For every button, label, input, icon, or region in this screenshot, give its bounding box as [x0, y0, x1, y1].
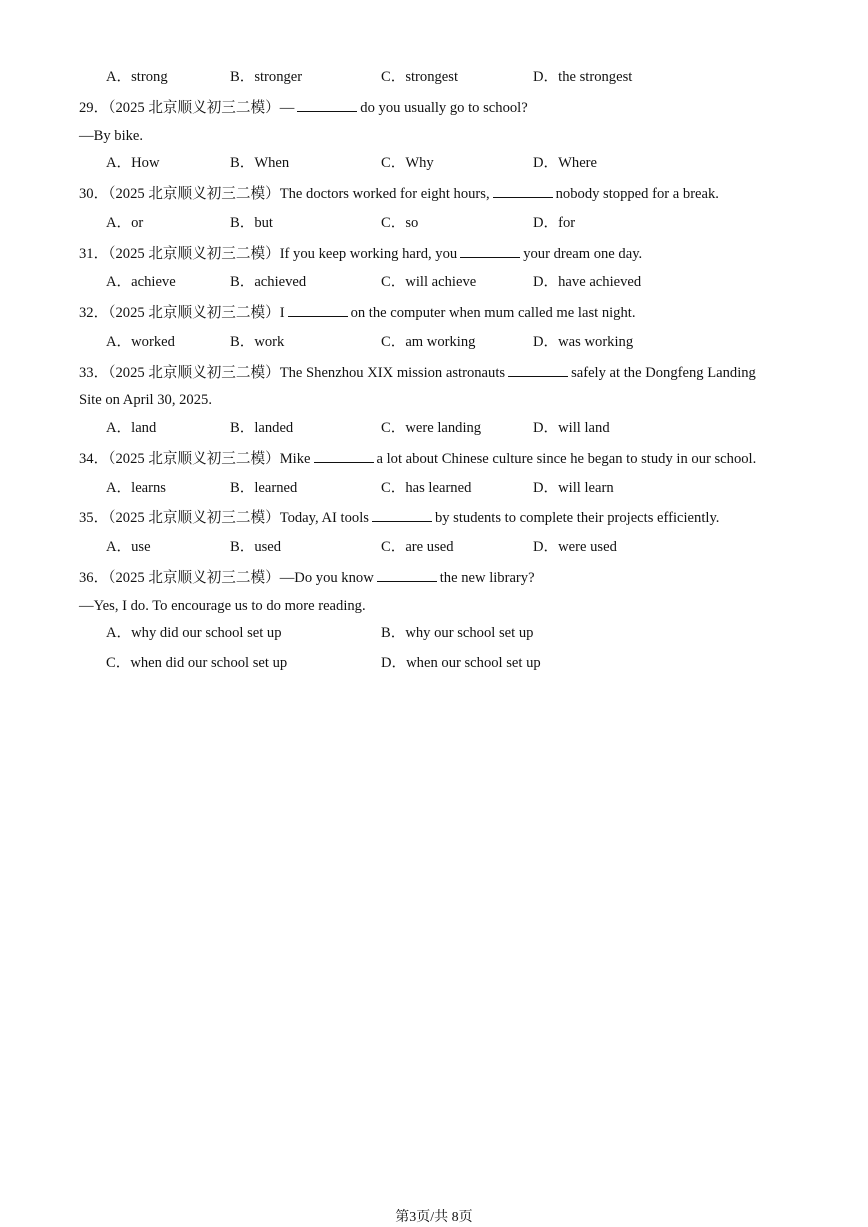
option-a: A．or — [106, 215, 144, 231]
option-c: C．strongest — [381, 69, 459, 85]
option-c: C．will achieve — [381, 274, 477, 290]
question-number: 34． — [79, 451, 109, 467]
question-33 — [79, 363, 756, 382]
question-text-after: nobody stopped for a break. — [555, 186, 719, 202]
question-text-after: safely at the Dongfeng Landing — [571, 365, 756, 381]
question-32 — [79, 303, 635, 322]
question-number: 31． — [79, 246, 109, 262]
answer-blank — [288, 303, 348, 317]
question-source: （2025 北京顺义初三二模） — [108, 510, 280, 526]
question-source: （2025 北京顺义初三二模） — [108, 305, 280, 321]
option-d: D．have achieved — [533, 274, 642, 290]
answer-blank — [377, 568, 437, 582]
question-text-before: If you keep working hard, you — [279, 246, 458, 262]
option-c: C．when did our school set up — [106, 655, 288, 671]
question-source: （2025 北京顺义初三二模） — [108, 186, 280, 202]
option-d: D．Where — [533, 155, 598, 171]
option-a: A．learns — [106, 480, 166, 496]
option-d: D．was working — [533, 334, 634, 350]
option-a: A．worked — [106, 334, 175, 350]
answer-blank — [460, 244, 520, 258]
page-footer: 第3页/共 8页 — [395, 1210, 473, 1225]
option-c: C．am working — [381, 334, 476, 350]
question-29-continuation: —By bike. — [79, 128, 144, 144]
option-d: D．will learn — [533, 480, 614, 496]
question-source: （2025 北京顺义初三二模） — [108, 570, 280, 586]
question-text-before: — — [279, 100, 295, 116]
option-b: B．learned — [230, 480, 298, 496]
question-source: （2025 北京顺义初三二模） — [108, 365, 280, 381]
question-text-after: your dream one day. — [523, 246, 643, 262]
question-number: 32． — [79, 305, 109, 321]
question-source: （2025 北京顺义初三二模） — [108, 451, 280, 467]
question-text-before: Mike — [279, 451, 311, 467]
option-a: A．land — [106, 420, 157, 436]
question-number: 36． — [79, 570, 109, 586]
answer-blank — [508, 363, 568, 377]
question-text-before: The Shenzhou XIX mission astronauts — [279, 365, 506, 381]
option-b: B．stronger — [230, 69, 303, 85]
option-b: B．but — [230, 215, 273, 231]
option-c: C．so — [381, 215, 419, 231]
question-text-before: —Do you know — [279, 570, 374, 586]
question-text-before: I — [279, 305, 285, 321]
option-b: B．When — [230, 155, 290, 171]
question-31 — [79, 244, 642, 263]
question-text-after: by students to complete their projects efficiently. — [434, 510, 720, 526]
option-d: D．were used — [533, 539, 617, 555]
question-text-after: on the computer when mum called me last night. — [350, 305, 636, 321]
question-36-continuation: —Yes, I do. To encourage us to do more reading. — [79, 598, 366, 614]
option-b: B．why our school set up — [381, 625, 534, 641]
option-a: A．strong — [106, 69, 168, 85]
option-d: D．for — [533, 215, 576, 231]
question-source: （2025 北京顺义初三二模） — [108, 246, 280, 262]
option-c: C．were landing — [381, 420, 482, 436]
question-36 — [79, 568, 535, 587]
option-b: B．achieved — [230, 274, 307, 290]
answer-blank — [372, 508, 432, 522]
question-29 — [79, 98, 528, 117]
question-text-before: The doctors worked for eight hours, — [279, 186, 490, 202]
question-30 — [79, 184, 719, 203]
option-b: B．used — [230, 539, 282, 555]
option-a: A．achieve — [106, 274, 176, 290]
question-text-after: a lot about Chinese culture since he began to study in our school. — [376, 451, 757, 467]
question-text-after: the new library? — [439, 570, 535, 586]
question-text-before: Today, AI tools — [279, 510, 369, 526]
answer-blank — [314, 449, 374, 463]
option-b: B．landed — [230, 420, 294, 436]
question-source: （2025 北京顺义初三二模） — [108, 100, 280, 116]
question-number: 29． — [79, 100, 109, 116]
option-c: C．Why — [381, 155, 434, 171]
answer-blank — [493, 184, 553, 198]
question-text-after: do you usually go to school? — [360, 100, 528, 116]
question-number: 33． — [79, 365, 109, 381]
option-a: A．use — [106, 539, 151, 555]
option-c: C．are used — [381, 539, 454, 555]
question-33-continuation: Site on April 30, 2025. — [79, 392, 212, 408]
option-d: D．will land — [533, 420, 610, 436]
option-d: D．when our school set up — [381, 655, 541, 671]
option-d: D．the strongest — [533, 69, 633, 85]
option-b: B．work — [230, 334, 285, 350]
answer-blank — [297, 98, 357, 112]
question-35 — [79, 508, 719, 527]
option-a: A．why did our school set up — [106, 625, 282, 641]
option-a: A．How — [106, 155, 160, 171]
question-34 — [79, 449, 756, 468]
option-c: C．has learned — [381, 480, 472, 496]
question-number: 30． — [79, 186, 109, 202]
question-number: 35． — [79, 510, 109, 526]
